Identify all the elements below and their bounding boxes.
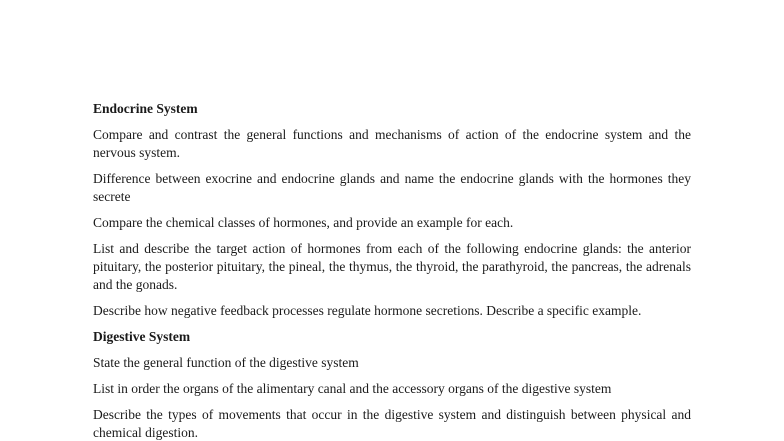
endocrine-item-5: Describe how negative feedback processes regulate hormone secretions. Describe a specific example. xyxy=(93,303,642,318)
digestive-item-3: Describe the types of movements that occur in the digestive system and distinguish between physical and chemical digestion. xyxy=(93,407,691,440)
section-heading-digestive: Digestive System xyxy=(93,329,191,344)
endocrine-item-3: Compare the chemical classes of hormones, and provide an example for each. xyxy=(93,215,514,230)
section-heading-endocrine: Endocrine System xyxy=(93,101,198,116)
endocrine-item-1: Compare and contrast the general functions and mechanisms of action of the endocrine system and the nervous system. xyxy=(93,127,691,160)
digestive-item-1: State the general function of the digestive system xyxy=(93,355,359,370)
endocrine-item-2: Difference between exocrine and endocrine glands and name the endocrine glands with the hormones they secrete xyxy=(93,171,691,204)
document-content xyxy=(93,100,691,441)
endocrine-item-4: List and describe the target action of hormones from each of the following endocrine glands: the anterior pituitary, the posterior pituitary, the pineal, the thymus, the thyroid, the parathyroid, the pancreas, the adrenals and the gonads. xyxy=(93,241,691,292)
digestive-item-2: List in order the organs of the alimentary canal and the accessory organs of the digestive system xyxy=(93,381,612,396)
